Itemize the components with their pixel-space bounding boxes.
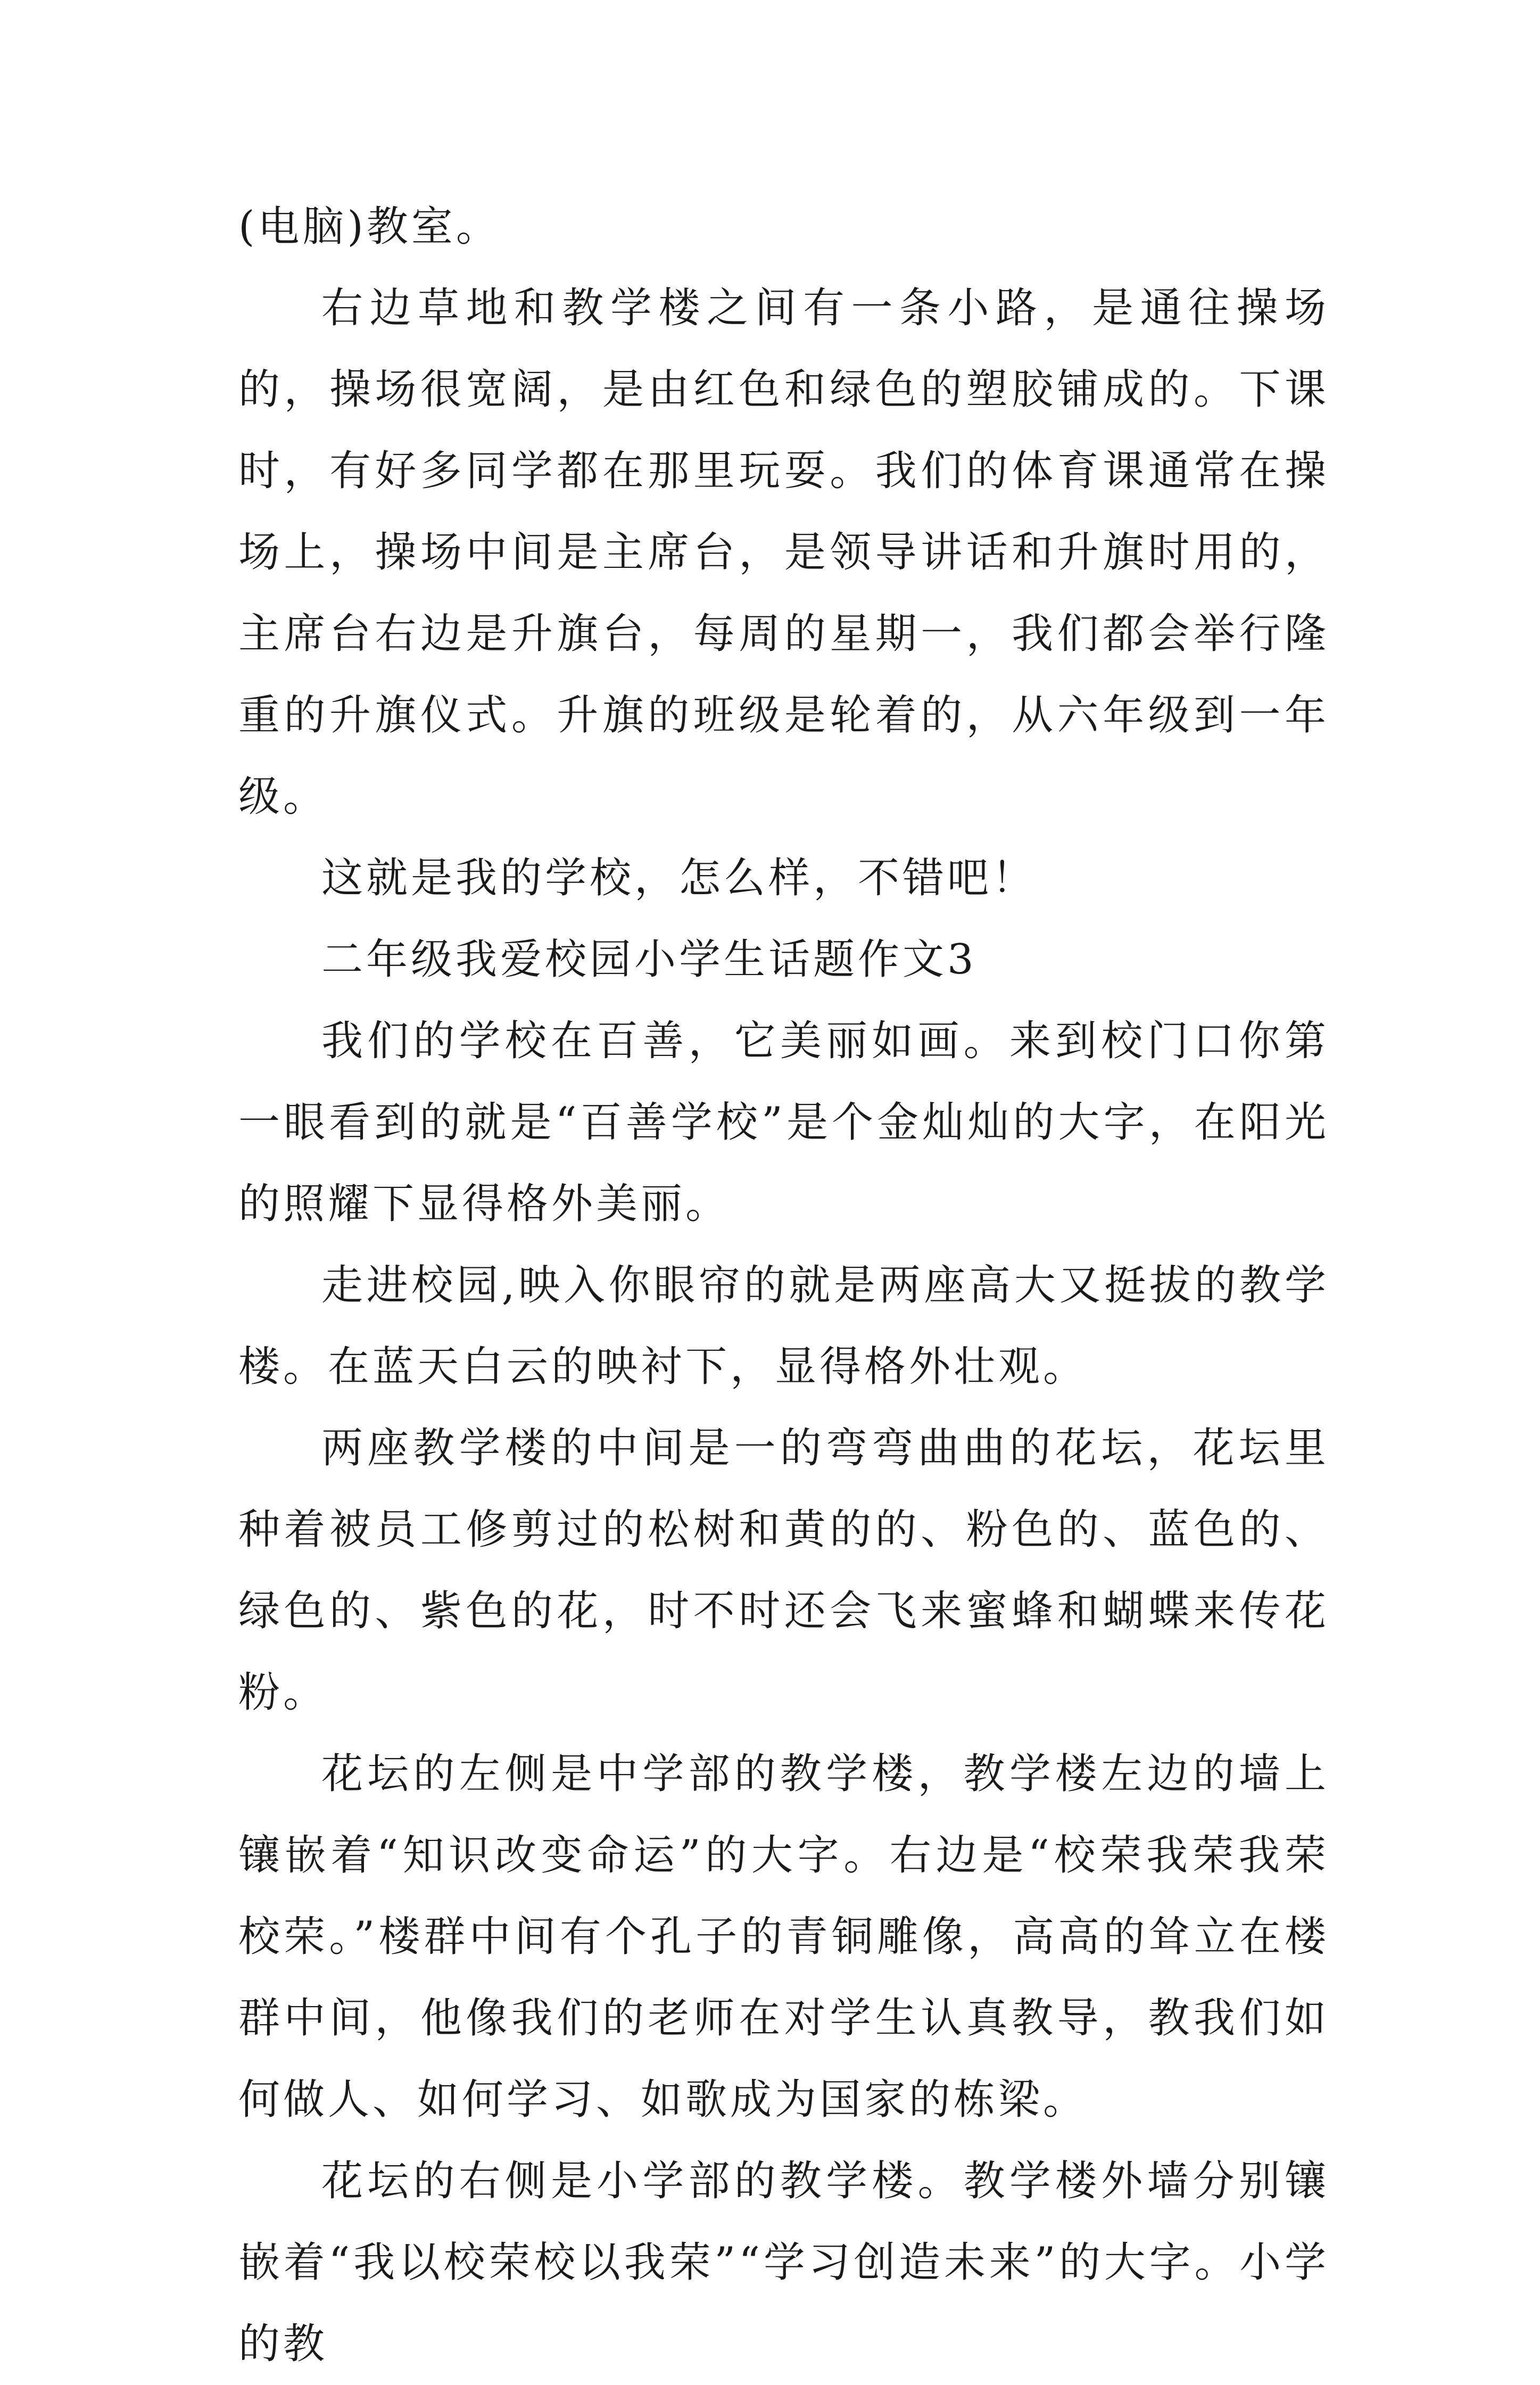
section-heading: 二年级我爱校园小学生话题作文3 [321, 936, 977, 984]
paragraph-7: 花坛的左侧是中学部的教学楼，教学楼左边的墙上镶嵌着“知识改变命运”的大字。右边是“校荣我荣我荣校荣。”楼群中间有个孔子的青铜雕像，高高的耸立在楼群中间，他像我们的老师在对学生认真教导，教我们如何做人、如何学习、如歌成为国家的栋梁。 [238, 1750, 1329, 2124]
paragraph-8: 花坛的右侧是小学部的教学楼。教学楼外墙分别镶嵌着“我以校荣校以我荣”“学习创造未来”的大字。小学的教 [238, 2157, 1329, 2368]
paragraph-3: 这就是我的学校，怎么样，不错吧！ [321, 854, 1037, 902]
paragraph-5: 走进校园,映入你眼帘的就是两座高大又挺拔的教学楼。在蓝天白云的映衬下，显得格外壮观。 [238, 1261, 1329, 1391]
paragraph-1: (电脑)教室。 [238, 203, 501, 251]
paragraph-6: 两座教学楼的中间是一的弯弯曲曲的花坛，花坛里种着被员工修剪过的松树和黄的的、粉色的、蓝色的、绿色的、紫色的花，时不时还会飞来蜜蜂和蝴蝶来传花粉。 [238, 1424, 1329, 1716]
paragraph-4: 我们的学校在百善，它美丽如画。来到校门口你第一眼看到的就是“百善学校”是个金灿灿的大字，在阳光的照耀下显得格外美丽。 [238, 1017, 1329, 1228]
paragraph-2: 右边草地和教学楼之间有一条小路，是通往操场的，操场很宽阔，是由红色和绿色的塑胶铺成的。下课时，有好多同学都在那里玩耍。我们的体育课通常在操场上，操场中间是主席台，是领导讲话和升旗时用的，主席台右边是升旗台，每周的星期一，我们都会举行隆重的升旗仪式。升旗的班级是轮着的，从六年级到一年级。 [238, 284, 1329, 821]
body-text [238, 186, 1329, 2385]
